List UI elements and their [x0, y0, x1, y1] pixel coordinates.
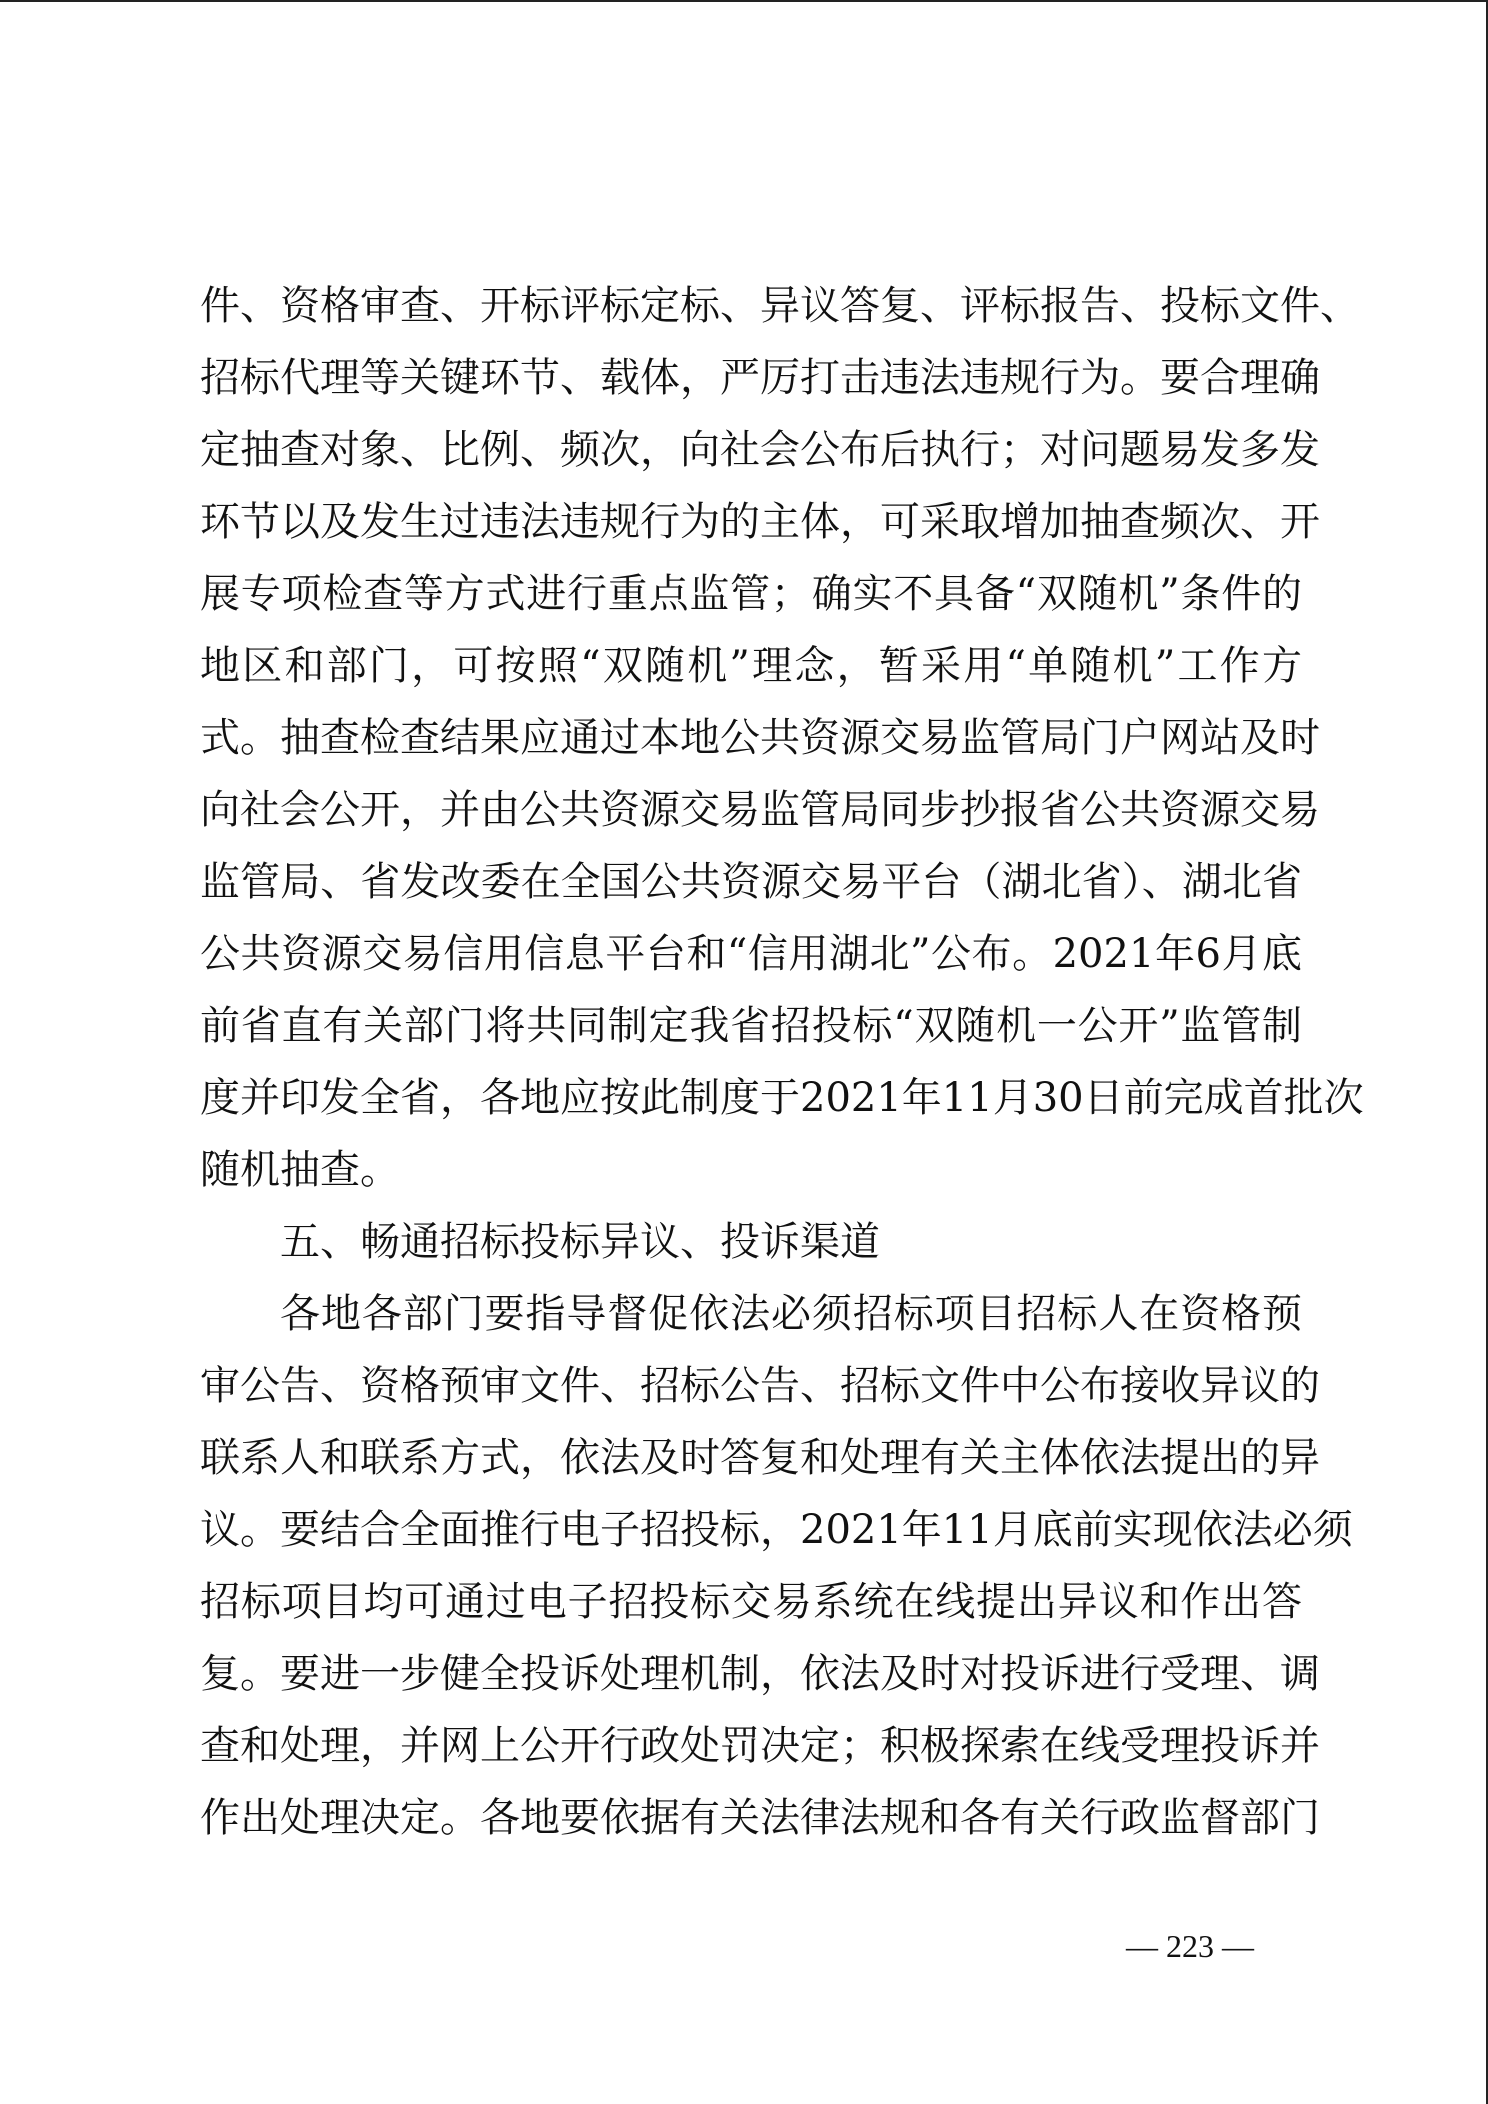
body-line: 向社会公开，并由公共资源交易监管局同步抄报省公共资源交易 — [200, 787, 1320, 833]
section-line: 联系人和联系方式，依法及时答复和处理有关主体依法提出的异 — [200, 1435, 1320, 1481]
section-line: 各地各部门要指导督促依法必须招标项目招标人在资格预 — [280, 1291, 1302, 1337]
body-line: 前省直有关部门将共同制定我省招投标“双随机一公开”监管制 — [200, 1003, 1302, 1049]
body-line: 环节以及发生过违法违规行为的主体，可采取增加抽查频次、开 — [200, 499, 1320, 545]
section-line: 审公告、资格预审文件、招标公告、招标文件中公布接收异议的 — [200, 1363, 1320, 1409]
section-heading: 五、畅通招标投标异议、投诉渠道 — [280, 1219, 880, 1265]
body-line: 招标代理等关键环节、载体，严厉打击违法违规行为。要合理确 — [200, 355, 1320, 401]
body-line: 公共资源交易信用信息平台和“信用湖北”公布。2021年6月底 — [200, 931, 1302, 977]
document-body — [200, 276, 1364, 1860]
page-top-border — [0, 0, 1488, 2]
section-line: 作出处理决定。各地要依据有关法律法规和各有关行政监督部门 — [200, 1795, 1320, 1841]
body-line: 式。抽查检查结果应通过本地公共资源交易监管局门户网站及时 — [200, 715, 1320, 761]
body-line: 展专项检查等方式进行重点监管；确实不具备“双随机”条件的 — [200, 571, 1302, 617]
body-line: 定抽查对象、比例、频次，向社会公布后执行；对问题易发多发 — [200, 427, 1320, 473]
section-line: 议。要结合全面推行电子招投标，2021年11月底前实现依法必须 — [200, 1507, 1353, 1553]
section-line: 招标项目均可通过电子招投标交易系统在线提出异议和作出答 — [200, 1579, 1302, 1625]
body-line: 件、资格审查、开标评标定标、异议答复、评标报告、投标文件、 — [200, 283, 1360, 329]
section-line: 复。要进一步健全投诉处理机制，依法及时对投诉进行受理、调 — [200, 1651, 1320, 1697]
body-line: 度并印发全省，各地应按此制度于2021年11月30日前完成首批次 — [200, 1075, 1364, 1121]
page-number: — 223 — — [1126, 1928, 1254, 1964]
body-line: 随机抽查。 — [200, 1147, 400, 1193]
body-line: 地区和部门，可按照“双随机”理念，暂采用“单随机”工作方 — [200, 643, 1302, 689]
body-line: 监管局、省发改委在全国公共资源交易平台（湖北省）、湖北省 — [200, 859, 1302, 905]
section-line: 查和处理，并网上公开行政处罚决定；积极探索在线受理投诉并 — [200, 1723, 1320, 1769]
